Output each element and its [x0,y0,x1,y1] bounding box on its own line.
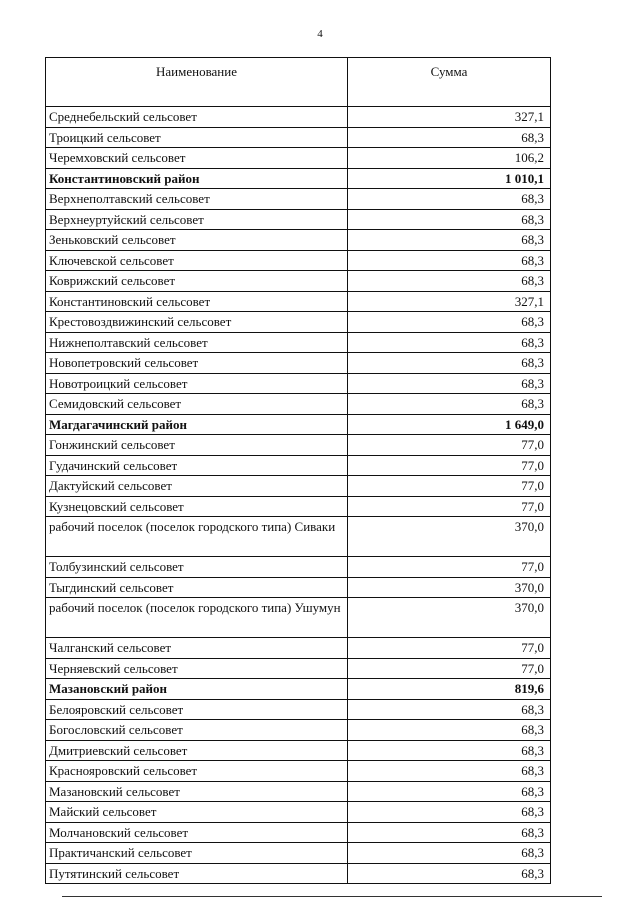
row-sum: 77,0 [348,435,551,456]
row-sum: 327,1 [348,291,551,312]
page-number: 4 [317,28,323,40]
table-row [46,863,551,884]
table-row [46,822,551,843]
table-row [46,761,551,782]
row-sum: 68,3 [348,230,551,251]
footer-divider [62,896,602,897]
table-row [46,394,551,415]
row-name: Черемховский сельсовет [46,148,348,169]
row-name: Гудачинский сельсовет [46,455,348,476]
row-name: Новопетровский сельсовет [46,353,348,374]
row-sum: 68,3 [348,127,551,148]
row-sum: 68,3 [348,761,551,782]
row-sum: 68,3 [348,209,551,230]
row-name: Майский сельсовет [46,802,348,823]
row-name: Кузнецовский сельсовет [46,496,348,517]
row-sum: 68,3 [348,189,551,210]
row-sum: 68,3 [348,740,551,761]
row-name: Гонжинский сельсовет [46,435,348,456]
row-sum: 68,3 [348,250,551,271]
row-sum: 77,0 [348,455,551,476]
row-sum: 68,3 [348,720,551,741]
district-sum: 1 010,1 [348,168,551,189]
table-row [46,699,551,720]
row-name: Верхнеуртуйский сельсовет [46,209,348,230]
row-name: Ключевской сельсовет [46,250,348,271]
table-row [46,271,551,292]
row-sum: 68,3 [348,802,551,823]
row-name: Зеньковский сельсовет [46,230,348,251]
row-sum: 370,0 [348,577,551,598]
table-header-row [46,58,551,107]
table-row [46,107,551,128]
column-header-name: Наименование [46,58,348,107]
district-name: Мазановский район [46,679,348,700]
row-name: Семидовский сельсовет [46,394,348,415]
row-sum: 106,2 [348,148,551,169]
table-row [46,802,551,823]
row-sum: 68,3 [348,699,551,720]
table-row [46,332,551,353]
row-name: Верхнеполтавский сельсовет [46,189,348,210]
row-sum: 68,3 [348,394,551,415]
row-sum: 68,3 [348,373,551,394]
table-row [46,250,551,271]
table-row [46,638,551,659]
row-name: Нижнеполтавский сельсовет [46,332,348,353]
row-sum: 68,3 [348,863,551,884]
district-row [46,168,551,189]
table-row [46,598,551,638]
table-row [46,209,551,230]
row-name: Крестовоздвижинский сельсовет [46,312,348,333]
district-sum: 1 649,0 [348,414,551,435]
table-body [46,107,551,884]
row-name: Молчановский сельсовет [46,822,348,843]
row-name: Дактуйский сельсовет [46,476,348,497]
table-row [46,781,551,802]
row-name: Мазановский сельсовет [46,781,348,802]
row-sum: 68,3 [348,332,551,353]
table-row [46,291,551,312]
row-name: Среднебельский сельсовет [46,107,348,128]
district-sum: 819,6 [348,679,551,700]
row-name: Троицкий сельсовет [46,127,348,148]
row-sum: 370,0 [348,517,551,557]
row-sum: 370,0 [348,598,551,638]
table-row [46,148,551,169]
row-sum: 77,0 [348,476,551,497]
row-name: Тыгдинский сельсовет [46,577,348,598]
row-name: Дмитриевский сельсовет [46,740,348,761]
row-name: Белояровский сельсовет [46,699,348,720]
row-name: рабочий поселок (поселок городского типа) Сиваки [46,517,348,557]
row-sum: 68,3 [348,843,551,864]
table-row [46,577,551,598]
table-row [46,658,551,679]
table-row [46,496,551,517]
row-name: Коврижский сельсовет [46,271,348,292]
row-sum: 77,0 [348,638,551,659]
budget-table [45,57,551,884]
row-sum: 68,3 [348,271,551,292]
table-row [46,476,551,497]
row-name: Новотроицкий сельсовет [46,373,348,394]
row-sum: 68,3 [348,822,551,843]
row-sum: 77,0 [348,658,551,679]
row-sum: 77,0 [348,496,551,517]
row-name: Путятинский сельсовет [46,863,348,884]
table-row [46,557,551,578]
table-row [46,373,551,394]
row-name: рабочий поселок (поселок городского типа) Ушумун [46,598,348,638]
row-sum: 68,3 [348,781,551,802]
row-sum: 68,3 [348,312,551,333]
table-row [46,353,551,374]
district-row [46,414,551,435]
budget-table-container [45,57,550,884]
row-sum: 77,0 [348,557,551,578]
table-row [46,517,551,557]
table-row [46,720,551,741]
row-name: Черняевский сельсовет [46,658,348,679]
table-row [46,230,551,251]
table-row [46,435,551,456]
row-sum: 68,3 [348,353,551,374]
table-row [46,455,551,476]
row-name: Константиновский сельсовет [46,291,348,312]
row-name: Краснояровский сельсовет [46,761,348,782]
district-row [46,679,551,700]
column-header-sum: Сумма [348,58,551,107]
row-name: Чалганский сельсовет [46,638,348,659]
row-name: Толбузинский сельсовет [46,557,348,578]
district-name: Магдагачинский район [46,414,348,435]
row-name: Богословский сельсовет [46,720,348,741]
table-row [46,189,551,210]
table-row [46,843,551,864]
table-row [46,312,551,333]
table-row [46,740,551,761]
table-row [46,127,551,148]
row-name: Практичанский сельсовет [46,843,348,864]
district-name: Константиновский район [46,168,348,189]
row-sum: 327,1 [348,107,551,128]
